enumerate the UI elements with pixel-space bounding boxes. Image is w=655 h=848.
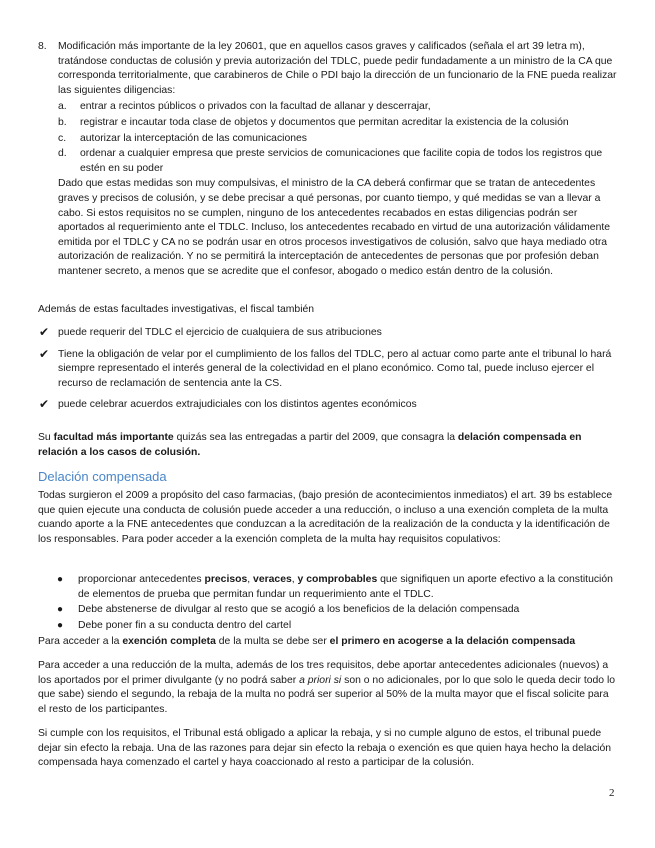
sub-item-text: autorizar la interceptación de las comunicaciones <box>80 132 307 144</box>
sub-item-letter: c. <box>58 132 67 144</box>
facultad-paragraph <box>38 431 618 460</box>
sub-item-d <box>58 147 618 176</box>
requisito-text: , <box>247 574 254 585</box>
reduccion-text: son o no adicionales, por lo que solo le queda decir todo lo que sabe) siendo el segundo, la rebaja de la multa no podrá ser superior al 50% de la multa mayor que el fiscal solicite para el resto de los participantes. <box>38 674 616 715</box>
sub-item-a <box>58 100 618 115</box>
requisito-text: Debe abstenerse de divulgar al resto que se acogió a los beneficios de la delación compensada <box>78 604 520 616</box>
sub-item-letter: d. <box>58 148 67 160</box>
bullet-icon: ● <box>57 619 64 631</box>
exencion-paragraph <box>38 635 618 650</box>
reduccion-paragraph <box>38 659 618 717</box>
sub-list <box>58 100 618 176</box>
check-item-text: Tiene la obligación de velar por el cumplimiento de los fallos del TDLC, pero al actuar como parte ante el tribunal lo hará siempre representado el interés general de la colectividad en el plano económico. Como tal, puede incluso ejercer el recurso de reclamación de sentencia ante la CS. <box>58 348 612 389</box>
bullet-icon: ● <box>57 604 64 616</box>
page-number: 2 <box>609 787 615 799</box>
requisito-bold: veraces <box>253 574 292 585</box>
exencion-bold: exención completa <box>122 636 216 647</box>
requisito-bold: y comprobables <box>297 574 378 585</box>
facultad-text-2: quizás sea las entregadas a partir del 2009, que consagra la <box>173 432 458 443</box>
requisitos-list <box>38 573 618 634</box>
check-item <box>38 398 618 413</box>
exencion-text: de la multa se debe ser <box>215 636 330 647</box>
check-item <box>38 348 618 392</box>
checkmark-icon: ✔ <box>39 346 50 361</box>
bullet-icon: ● <box>57 574 64 585</box>
requisito-bold: precisos <box>204 574 248 585</box>
exencion-text: Para acceder a la <box>38 636 123 647</box>
exencion-bold: el primero en acogerse a la delación compensada <box>329 636 576 647</box>
item-8-closing: Dado que estas medidas son muy compulsivas, el ministro de la CA deberá confirmar que se tratan de antecedentes graves y precisos de colusión, y se debe precisar a qué personas, por cuanto tiempo, y qué medidas se van a llevar a cabo. Si estos requisitos no se cumplen, ninguno de los antecedentes recabados en estas diligencias podrán ser aportados al requerimiento ante el TDLC. Incluso, los antecedentes recabado en virtud de una autorización válidamente emitida por el TDLC y CA no se podrán usar en otros procesos investigativos de colusión, salvo que haya mediado otra autorización de realización. Y no se permitirá la interceptación de antecedentes de personas que por profesión deban mantener secreto, a menos que se acredite que el confesor, abogado o medico están dentro de la colusión. <box>58 178 611 277</box>
sub-item-text: ordenar a cualquier empresa que preste servicios de comunicaciones que facilite copia de todos los registros que estén en su poder <box>80 148 603 174</box>
check-item-text: puede requerir del TDLC el ejercicio de cualquiera de sus atribuciones <box>58 327 382 338</box>
reduccion-italic: a priori si <box>299 674 342 686</box>
check-item-text: puede celebrar acuerdos extrajudiciales con los distintos agentes económicos <box>58 399 417 411</box>
requisito-text: proporcionar antecedentes <box>78 574 205 585</box>
section-heading: Delación compensada <box>38 469 167 484</box>
checkmark-icon: ✔ <box>39 397 50 412</box>
facultades-intro: Además de estas facultades investigativas, el fiscal también <box>38 304 315 315</box>
sub-item-text: entrar a recintos públicos o privados con la facultad de allanar y descerrajar, <box>80 101 431 113</box>
requisito-item <box>38 619 618 634</box>
requisito-item <box>38 603 618 618</box>
item-8-text: Modificación más importante de la ley 20601, que en aquellos casos graves y calificados (señala el art 39 letra m), tratándose conductas de colusión y previa autorización del TDLC, puede pedir fundadamente a un ministro de la CA que corresponda territorialmente, que carabineros de Chile o PDI bajo la dirección de un funcionario de la FNE pueda realizar las siguientes diligencias: <box>58 41 617 96</box>
facultad-text-1: Su <box>38 432 54 443</box>
delacion-intro: Todas surgieron el 2009 a propósito del caso farmacias, (bajo presión de acontecimientos inmediatos) el art. 39 bs establece que quien ejecute una conducta de colusión puede acceder a una reducción, o incluso a una exención completa de la multa cuando aporte a la FNE antecedentes que conduzcan a la acreditación de la realización de la conducta y la identificación de los responsables. Para poder acceder a la exención completa de la multa hay requisitos copulativos: <box>38 490 613 545</box>
cumple-paragraph: Si cumple con los requisitos, el Tribunal está obligado a aplicar la rebaja, y si no cumple alguno de estos, el tribunal puede dejar sin efecto la rebaja. Una de las razones para dejar sin efecto la rebaja o exención es que quien haya hecho la delación compensada haya comenzado el cartel y haya coaccionado al resto a participar de la colusión. <box>38 728 612 769</box>
requisito-text: , <box>291 574 298 585</box>
item-number: 8. <box>38 41 47 52</box>
sub-item-letter: b. <box>58 116 67 128</box>
sub-item-text: registrar e incautar toda clase de objetos y documentos que permitan acreditar la existencia de la colusión <box>80 116 569 128</box>
numbered-item-8 <box>38 40 618 280</box>
facultad-bold-2: delación compensada en relación a los casos de colusión. <box>38 432 582 458</box>
requisito-text: que signifiquen un aporte efectivo a la constitución de elementos de prueba que permitan fundar un requerimiento ante el TDLC. <box>78 574 613 600</box>
check-list <box>38 326 618 420</box>
sub-item-letter: a. <box>58 101 67 113</box>
reduccion-text: Para acceder a una reducción de la multa, además de los tres requisitos, debe aportar antecedentes adicionales (nuevos) a los aportados por el primer divulgante (y no podrá saber <box>38 660 609 686</box>
requisito-text: Debe poner fin a su conducta dentro del cartel <box>78 619 292 631</box>
checkmark-icon: ✔ <box>39 325 50 339</box>
sub-item-c <box>58 132 618 147</box>
facultad-bold-1: facultad más importante <box>53 432 174 443</box>
check-item <box>38 326 618 341</box>
sub-item-b <box>58 116 618 131</box>
requisito-item <box>38 573 618 602</box>
